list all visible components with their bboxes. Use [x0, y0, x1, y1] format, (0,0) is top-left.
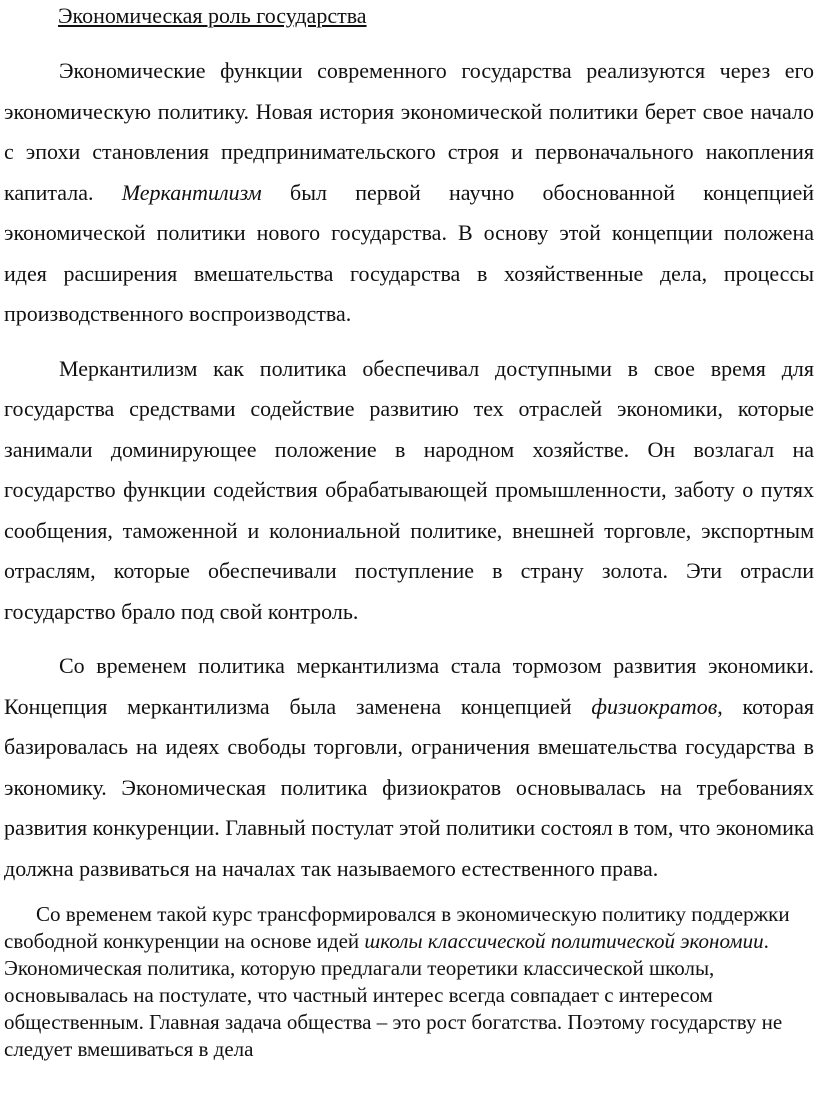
paragraph-physiocrats [4, 646, 814, 889]
paragraph-text: Экономические функции современного государства реализуются через его экономическую политику. Новая история экономической политики берет свое начало с эпохи становления предпринимательского строя и первоначального накопления капитала. [4, 58, 814, 205]
paragraph-text: Со временем такой курс трансформировался в экономическую политику поддержки свободной конкуренции на основе идей [4, 902, 790, 953]
paragraph-text: , которая базировалась на идеях свободы торговли, ограничения вмешательства государства в экономику. Экономическая политика физиократов основывалась на требованиях развития конкуренции. Главный постулат этой политики состоял в том, что экономика должна развиваться на началах так называемого естественного права. [4, 693, 814, 881]
paragraph-mercantilism-intro [4, 51, 814, 335]
paragraph-text: . Экономическая политика, которую предлагали теоретики классической школы, основывалась на постулате, что частный интерес всегда совпадает с интересом общественным. Главная задача общества – это рост богатства. Поэтому государству не следует вмешиваться в дела [4, 929, 783, 1061]
term-mercantilism: Меркантилизм [121, 179, 262, 205]
paragraph-text: Со временем политика меркантилизма стала тормозом развития экономики. Концепция меркантилизма была заменена концепцией [4, 653, 814, 719]
term-classical-school: школы классической политической экономии [364, 929, 764, 953]
paragraph-text: Меркантилизм как политика обеспечивал доступными в свое время для государства средствами содействие развитию тех отраслей экономики, которые занимали доминирующее положение в народном хозяйстве. Он возлагал на государство функции содействия обрабатывающей промышленности, заботу о путях сообщения, таможенной и колониальной политике, внешней торговле, экспортным отраслям, которые обеспечивали поступление в страну золота. Эти отрасли государство брало под свой контроль. [4, 355, 814, 624]
paragraph-text: был первой научно обоснованной концепцией экономической политики нового государства. В основу этой концепции положена идея расширения вмешательства государства в хозяйственные дела, процессы производственного воспроизводства. [4, 179, 815, 326]
paragraph-mercantilism-policy [4, 349, 814, 633]
paragraph-classical-school [4, 901, 814, 1063]
document-title: Экономическая роль государства [58, 3, 367, 28]
term-physiocrats: физиократов [591, 693, 718, 719]
